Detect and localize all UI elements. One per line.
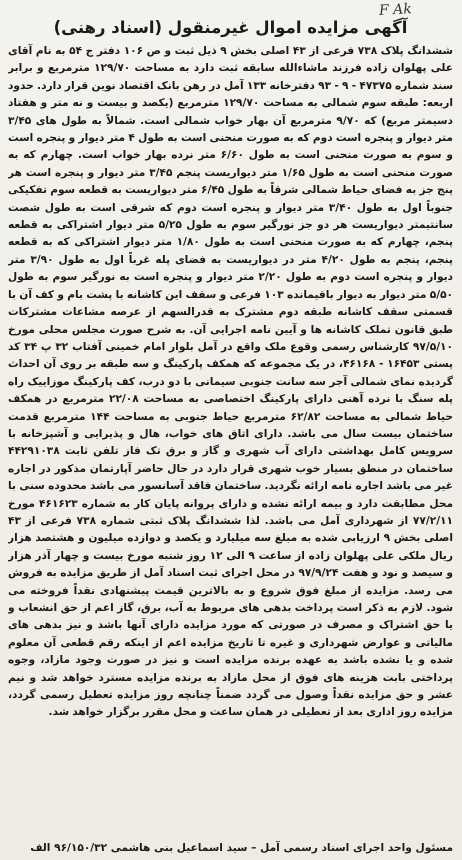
notice-signature: مسئول واحد اجرای اسناد رسمی آمل – سید اسماعیل بنی هاشمی ۹۶/۱۵۰/۳۲ الف xyxy=(30,842,453,854)
handwritten-reference: F Ak xyxy=(378,1,413,19)
notice-body: ششدانگ پلاک ۷۳۸ فرعی از ۴۳ اصلی بخش ۹ ذیل ثبت و ص ۱۰۶ دفتر ج ۵۴ به نام آقای علی پهلوان زاده فرزند ماشاءالله سابقه ثبت دارد به مساحت ۱۲۹/۷۰ مترمربع و برابر سند شماره ۴۷۳۷۵ - ۹ - ۹۳ دفترخانه ۱۳۳ آمل در رهن بانک اقتصاد نوین قرار دارد. حدود اربعه: طبقه سوم شمالی به مساحت ۱۲۹/۷۰ مترمربع (یکصد و بیست و نه متر و هفتاد دسیمتر مربع) که ۹/۷۰ مترمربع آن بهار خواب شمالی است. شمالاً به طول های ۳/۴۵ متر دیوار و پنجره است دوم که به صورت منحنی است به طول ۴ متر دیوار و پنجره است و سوم به صورت منحنی است به طول ۶/۶۰ متر نرده بهار خواب است. چهارم که به صورت منحنی است به طول ۱/۶۵ متر دیواریست پنجم ۳/۴۵ متر دیوار و پنجره است هر پنج جز به فضای حیاط شمالی شرقاً به طول ۶/۴۵ متر دیواریست به قطعه سوم تفکیکی جنوباً اول به طول ۳/۴۰ متر دیوار و پنجره است دوم که شرقی است به طول شصت سانتیمتر دیواریست هر دو جز نورگیر سوم به طول ۵/۲۵ متر دیوار اشتراکی به قطعه پنجم، چهارم که به صورت منحنی است به طول ۱/۸۰ متر دیوار اشتراکی که به قطعه پنجم، پنجم به طول ۴/۲۰ متر در دیواریست به فضای پله غرباً اول به طول ۳/۹۰ متر دیوار و پنجره است دوم به طول ۲/۲۰ متر دیوار و پنجره است به نورگیر سوم به طول ۵/۵۰ متر دیوار به دیوار باقیمانده ۱۰۳ فرعی و سقف این کاشانه با پشت بام و کف آن با قسمتی سقف کاشانه طبقه دوم مشترک به قدرالسهم از عرصه مشاعات مشترکات طبق قانون تملک کاشانه ها و آیین نامه اجرایی آن. به شرح صورت مجلس محلی مورخ ۹۷/۵/۱۰ کارشناس رسمی وقوع ملک واقع در آمل بلوار امام خمینی آفتاب ۳۲ پ ۳۴ کد پستی ۱۶۴۵۳ - ۴۶۱۶۸، در یک مجموعه که همکف پارکینگ و سه طبقه بر روی آن احداث گردیده نمای شمالی آجر سه سانت جنوبی سیمانی با دو درب، کف پارکینگ موزاییک راه پله سنگ با نرده آهنی دارای پارکینگ اختصاصی به مساحت ۲۲/۰۸ مترمربع در همکف حیاط شمالی به مساحت ۶۲/۸۲ مترمربع حیاط جنوبی به مساحت ۱۴۴ مترمربع قدمت ساختمان بیست سال می باشد. دارای اتاق های خواب، هال و پذیرایی و آشپزخانه با سرویس کامل بهداشتی دارای آب شهری و گاز و برق تک فاز تلفن ثابت ۴۴۲۹۱۰۳۸ ساختمان در منطق بسیار خوب شهری قرار دارد در حال حاضر آپارتمان مذکور در اجاره غیر می باشد اجاره نامه ارائه نگردید. ساختمان فاقد آسانسور می باشد محدوده سنی با محل مطابقت دارد و بیمه ارائه نشده و دارای پروانه پایان کار به شماره ۴۶۱۶۲۳ مورخ ۷۷/۲/۱۱ از شهرداری آمل می باشد. لذا ششدانگ پلاک ثبتی شماره ۷۳۸ فرعی از ۴۳ اصلی بخش ۹ ارزیابی شده به مبلغ سه میلیارد و یکصد و دوازده میلیون و هشتصد هزار ریال ملکی علی پهلوان زاده از ساعت ۹ الی ۱۲ روز شنبه مورخ بیست و چهار آذر هزار و سیصد و نود و هفت ۹۷/۹/۲۴ در محل اجرای ثبت اسناد آمل از طریق مزایده به فروش می رسد. مزایده از مبلغ فوق شروع و به بالاترین قیمت پیشنهادی نقداً فروخته می شود. لازم به ذکر است پرداخت بدهی های مربوط به آب، برق، گاز اعم از حق انشعاب و یا حق اشتراک و مصرف در صورتی که مورد مزایده دارای آنها باشد و نیز بدهی های مالیاتی و عوارض شهرداری و غیره تا تاریخ مزایده اعم از اینکه رقم قطعی آن معلوم شده و یا نشده باشد به عهده برنده مزایده است و نیز در صورت وجود مازاد، وجوه پرداختی بابت هزینه های فوق از محل مازاد به برنده مزایده مسترد خواهد شد و نیم عشر و حق مزایده نقداً وصول می گردد ضمناً چنانچه روز مزایده تعطیل رسمی گردد، مزایده روز اداری بعد از تعطیلی در همان ساعت و محل مقرر برگزار خواهد شد. xyxy=(8,45,453,719)
notice-title: آگهی مزایده اموال غیرمنقول (اسناد رهنی) xyxy=(53,18,408,37)
